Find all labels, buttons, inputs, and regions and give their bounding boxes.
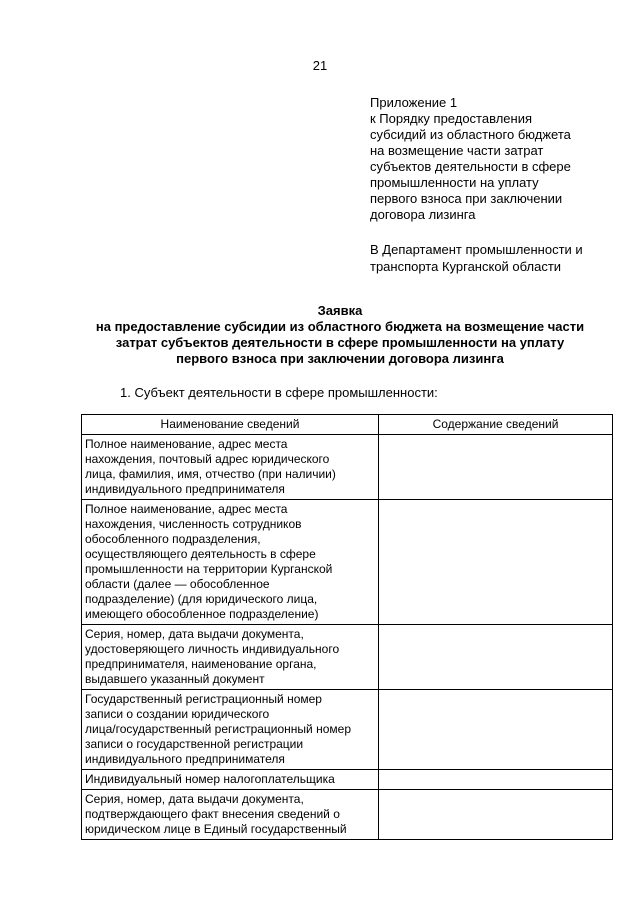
addressee-line: В Департамент промышленности и xyxy=(370,242,583,257)
field-label-line: записи о создании юридического xyxy=(85,707,270,721)
table-row xyxy=(82,500,613,625)
appendix-line: первого взноса при заключении xyxy=(370,191,563,206)
field-label-line: промышленности на территории Курганской xyxy=(85,562,333,576)
addressee-block xyxy=(370,241,630,275)
title-line: первого взноса при заключении договора лизинга xyxy=(176,351,504,366)
field-label-line: удостоверяющего личность индивидуального xyxy=(85,642,340,656)
field-label-line: области (далее — обособленное xyxy=(85,577,270,591)
applicant-info-table xyxy=(81,414,613,840)
appendix-line: договора лизинга xyxy=(370,207,476,222)
table-header-row xyxy=(82,415,613,435)
field-value-cell[interactable] xyxy=(379,690,613,770)
appendix-line: промышленности на уплату xyxy=(370,175,539,190)
field-label-line: Полное наименование, адрес места xyxy=(85,437,288,451)
appendix-line: Приложение 1 xyxy=(370,95,458,110)
table-row xyxy=(82,625,613,690)
appendix-block xyxy=(370,95,620,223)
field-label-line: имеющего обособленное подразделение) xyxy=(85,607,319,621)
document-title xyxy=(60,303,620,367)
table-row xyxy=(82,435,613,500)
header-name-column: Наименование сведений xyxy=(82,415,379,435)
field-value-cell[interactable] xyxy=(379,435,613,500)
field-label-line: нахождения, почтовый адрес юридического xyxy=(85,452,330,466)
appendix-line: субсидий из областного бюджета xyxy=(370,127,571,142)
field-value-cell[interactable] xyxy=(379,500,613,625)
title-line: на предоставление субсидии из областного бюджета на возмещение части xyxy=(95,319,585,334)
appendix-line: на возмещение части затрат xyxy=(370,143,544,158)
table-row xyxy=(82,690,613,770)
field-label-cell xyxy=(82,770,379,790)
title-line: Заявка xyxy=(317,303,363,318)
field-label-line: лица/государственный регистрационный номер xyxy=(85,722,351,736)
field-label-cell xyxy=(82,625,379,690)
field-value-cell[interactable] xyxy=(379,770,613,790)
appendix-line: к Порядку предоставления xyxy=(370,111,532,126)
addressee-line: транспорта Курганской области xyxy=(370,259,562,274)
section-heading: 1. Субъект деятельности в сфере промышленности: xyxy=(120,385,438,400)
field-label-line: лица, фамилия, имя, отчество (при наличии) xyxy=(85,467,336,481)
field-label-line: Полное наименование, адрес места xyxy=(85,502,288,516)
appendix-line: субъектов деятельности в сфере xyxy=(370,159,571,174)
field-value-cell[interactable] xyxy=(379,790,613,840)
field-label-line: Государственный регистрационный номер xyxy=(85,692,322,706)
field-label-line: нахождения, численность сотрудников xyxy=(85,517,302,531)
table-row xyxy=(82,790,613,840)
field-label-line: предпринимателя, наименование органа, xyxy=(85,657,317,671)
table-row xyxy=(82,770,613,790)
field-label-line: подтверждающего факт внесения сведений о xyxy=(85,807,340,821)
field-label-cell xyxy=(82,690,379,770)
field-label-line: индивидуального предпринимателя xyxy=(85,752,285,766)
field-label-line: юридическом лице в Единый государственный xyxy=(85,822,347,836)
field-label-line: осуществляющего деятельность в сфере xyxy=(85,547,316,561)
field-label-line: подразделение) (для юридического лица, xyxy=(85,592,318,606)
field-label-line: записи о государственной регистрации xyxy=(85,737,304,751)
header-content-column: Содержание сведений xyxy=(379,415,613,435)
field-label-line: выдавшего указанный документ xyxy=(85,672,265,686)
field-label-line: индивидуального предпринимателя xyxy=(85,482,285,496)
field-label-line: Серия, номер, дата выдачи документа, xyxy=(85,627,304,641)
field-label-cell xyxy=(82,435,379,500)
field-label-line: Серия, номер, дата выдачи документа, xyxy=(85,792,304,806)
page-number: 21 xyxy=(312,58,328,73)
field-label-line: обособленного подразделения, xyxy=(85,532,261,546)
field-label-line: Индивидуальный номер налогоплательщика xyxy=(85,772,335,786)
field-label-cell xyxy=(82,500,379,625)
field-value-cell[interactable] xyxy=(379,625,613,690)
field-label-cell xyxy=(82,790,379,840)
title-line: затрат субъектов деятельности в сфере промышленности на уплату xyxy=(115,335,565,350)
